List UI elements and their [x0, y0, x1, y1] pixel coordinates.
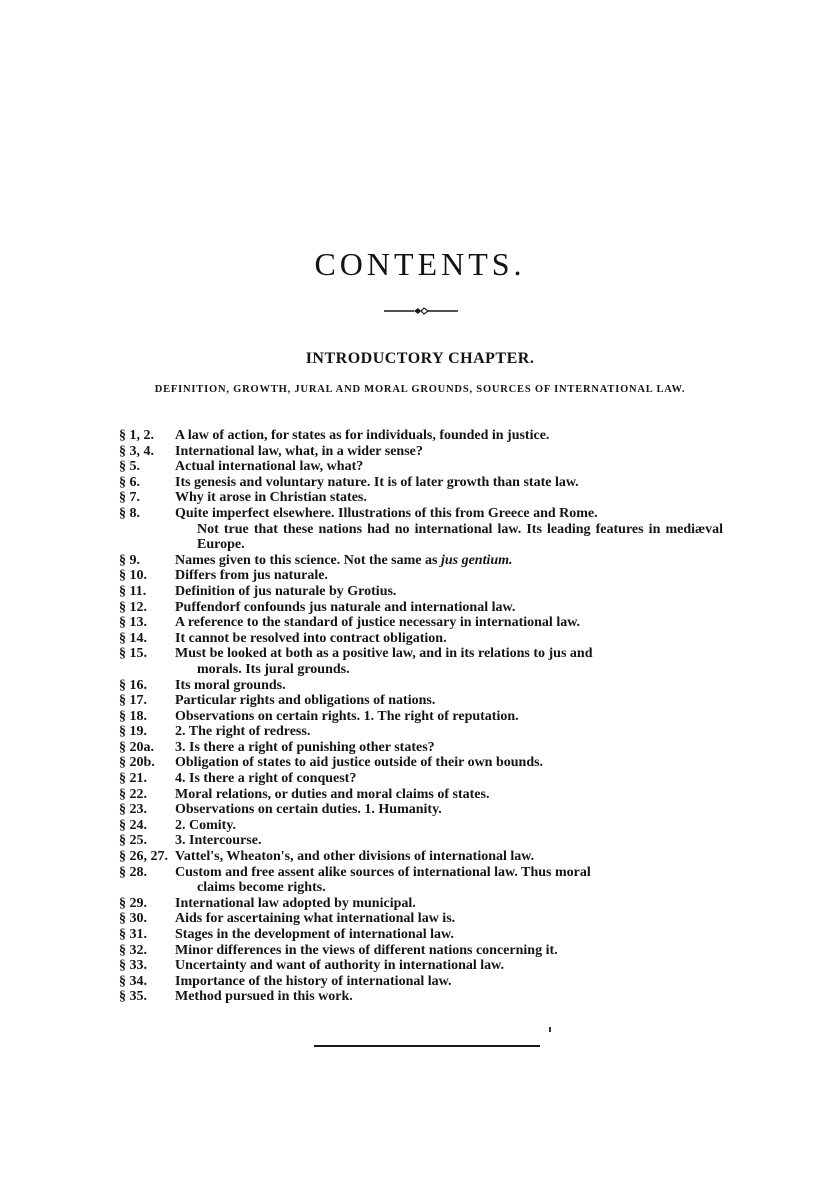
section-number: § 17.: [119, 693, 147, 709]
entry-text: Moral relations, or duties and moral claims of states.: [175, 786, 490, 802]
section-number: § 10.: [119, 568, 147, 584]
toc-entry: [0, 631, 840, 647]
section-number: § 20a.: [119, 739, 154, 755]
toc-entry: [0, 709, 840, 725]
toc-entry: [0, 678, 840, 694]
toc-entry: [0, 755, 840, 771]
entry-text: Observations on certain duties. 1. Humanity.: [175, 802, 442, 818]
entry-text: A reference to the standard of justice necessary in international law.: [175, 615, 581, 631]
section-number: § 24.: [119, 817, 147, 833]
toc-entry: [0, 428, 840, 444]
toc-entry: [0, 958, 840, 974]
toc-entry: [0, 943, 840, 959]
section-number: § 25.: [119, 833, 147, 849]
section-number: § 6.: [119, 474, 140, 490]
toc-entry: [0, 896, 840, 912]
section-number: § 31.: [119, 927, 147, 942]
toc-entry: [0, 584, 840, 600]
table-of-contents: [0, 428, 840, 1005]
section-number: § 7.: [119, 490, 140, 506]
entry-text: Particular rights and obligations of nations.: [175, 693, 436, 709]
section-number: § 32.: [119, 942, 147, 958]
toc-entry: [0, 974, 840, 990]
toc-entry: [0, 989, 840, 1005]
section-number: § 3, 4.: [119, 443, 154, 459]
section-number: § 14.: [119, 630, 147, 646]
toc-entry: [0, 849, 840, 865]
chapter-heading: INTRODUCTORY CHAPTER.: [305, 350, 535, 367]
section-number: § 20b.: [119, 755, 155, 771]
entry-text: 3. Is there a right of punishing other states?: [175, 739, 435, 755]
section-number: § 12.: [119, 599, 147, 615]
entry-text: Aids for ascertaining what international law is.: [175, 911, 456, 927]
toc-entry: [0, 475, 840, 491]
toc-entry: [0, 568, 840, 584]
entry-text: 2. Comity.: [175, 817, 237, 833]
toc-entry: [0, 506, 840, 553]
toc-entry: [0, 600, 840, 616]
section-number: § 11.: [119, 583, 147, 599]
section-number: § 18.: [119, 708, 147, 724]
ornament-divider: [384, 306, 458, 316]
entry-text: Its genesis and voluntary nature. It is of later growth than state law.: [175, 474, 579, 490]
page-title: CONTENTS.: [314, 246, 526, 282]
toc-entry: [0, 615, 840, 631]
entry-text: Uncertainty and want of authority in international law.: [175, 958, 505, 974]
entry-text: 2. The right of redress.: [175, 724, 311, 740]
toc-entry: [0, 490, 840, 506]
entry-text: Actual international law, what?: [175, 459, 364, 475]
toc-entry: [0, 693, 840, 709]
entry-text: Obligation of states to aid justice outside of their own bounds.: [175, 755, 544, 771]
entry-text-part: Names given to this science. Not the same as: [175, 552, 441, 568]
toc-entry: [0, 646, 840, 677]
section-number: § 33.: [119, 958, 147, 974]
section-number: § 26, 27.: [119, 849, 168, 865]
entry-text: Importance of the history of international law.: [175, 973, 452, 989]
entry-text: Definition of jus naturale by Grotius.: [175, 583, 397, 599]
print-mark: [549, 1027, 551, 1032]
section-number: § 15.: [119, 646, 147, 662]
section-number: § 9.: [119, 552, 140, 568]
toc-entry: [0, 787, 840, 803]
toc-entry: [0, 724, 840, 740]
entry-text: Must be looked at both as a positive law, and in its relations to jus and: [175, 646, 593, 662]
toc-entry: [0, 771, 840, 787]
entry-text: 3. Intercourse.: [175, 833, 262, 849]
toc-entry: [0, 740, 840, 756]
entry-text: Puffendorf confounds jus naturale and international law.: [175, 599, 516, 615]
chapter-subtitle: DEFINITION, GROWTH, JURAL AND MORAL GROUNDS, SOURCES OF INTERNATIONAL LAW.: [154, 384, 686, 395]
entry-text: Stages in the development of international law.: [175, 927, 454, 942]
section-number: § 16.: [119, 677, 147, 693]
section-number: § 1, 2.: [119, 428, 154, 443]
entry-text: Custom and free assent alike sources of international law. Thus moral: [175, 864, 591, 880]
section-number: § 19.: [119, 724, 147, 740]
entry-text: Its moral grounds.: [175, 677, 286, 693]
entry-text: Why it arose in Christian states.: [175, 490, 367, 506]
entry-text: International law adopted by municipal.: [175, 895, 416, 911]
toc-entry: [0, 553, 840, 569]
toc-entry: [0, 459, 840, 475]
entry-text: It cannot be resolved into contract obligation.: [175, 630, 447, 646]
section-number: § 23.: [119, 802, 147, 818]
entry-continuation: claims become rights.: [197, 880, 326, 896]
section-number: § 13.: [119, 615, 147, 631]
entry-text: A law of action, for states as for individuals, founded in justice.: [175, 428, 550, 443]
entry-text: [175, 553, 723, 569]
toc-entry: [0, 802, 840, 818]
entry-text-italic: jus gentium.: [440, 552, 513, 568]
section-number: § 5.: [119, 459, 140, 475]
toc-entry: [0, 865, 840, 896]
entry-text: Vattel's, Wheaton's, and other divisions of international law.: [175, 849, 535, 865]
entry-text: 4. Is there a right of conquest?: [175, 771, 357, 787]
entry-text: Minor differences in the views of different nations concerning it.: [175, 942, 558, 958]
toc-entry: [0, 927, 840, 943]
closing-rule: [314, 1045, 540, 1047]
section-number: § 29.: [119, 895, 147, 911]
entry-continuation: morals. Its jural grounds.: [197, 661, 350, 677]
toc-entry: [0, 444, 840, 460]
entry-continuation: Not true that these nations had no international law. Its leading features in mediæval Europe.: [197, 521, 723, 553]
section-number: § 22.: [119, 786, 147, 802]
section-number: § 8.: [119, 505, 140, 521]
toc-entry: [0, 818, 840, 834]
entry-text: Quite imperfect elsewhere. Illustrations of this from Greece and Rome.: [175, 505, 598, 521]
section-number: § 21.: [119, 771, 147, 787]
entry-text: Differs from jus naturale.: [175, 568, 328, 584]
section-number: § 30.: [119, 911, 147, 927]
section-number: § 28.: [119, 864, 147, 880]
section-number: § 35.: [119, 989, 147, 1005]
entry-text: International law, what, in a wider sense?: [175, 443, 423, 459]
toc-entry: [0, 911, 840, 927]
entry-text: Method pursued in this work.: [175, 989, 353, 1005]
section-number: § 34.: [119, 973, 147, 989]
toc-entry: [0, 833, 840, 849]
entry-text: Observations on certain rights. 1. The right of reputation.: [175, 708, 519, 724]
